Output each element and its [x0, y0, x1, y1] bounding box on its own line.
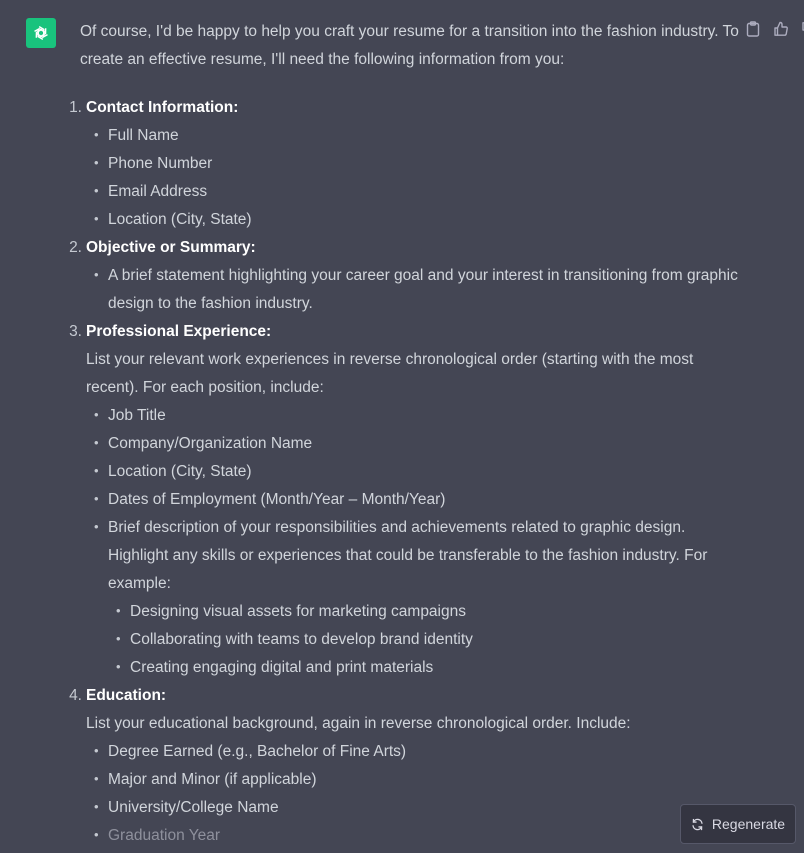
assistant-avatar	[26, 18, 56, 48]
bullet-list	[86, 262, 740, 318]
list-item: • Email Address	[108, 178, 740, 206]
sub-list-item: • Collaborating with teams to develop brand identity	[130, 626, 740, 654]
section-number: 1.	[69, 99, 82, 116]
section-title: Education:	[86, 687, 167, 704]
regenerate-label: Regenerate	[711, 816, 786, 832]
section-title: Professional Experience:	[86, 323, 272, 340]
clipboard-icon[interactable]	[744, 20, 762, 38]
message-intro: Of course, I'd be happy to help you craft your resume for a transition into the fashion industry. To create an effective resume, I'll need the following information from you:	[80, 23, 739, 68]
refresh-icon	[691, 818, 704, 831]
section-number: 3.	[69, 323, 82, 340]
list-item: • Company/Organization Name	[108, 430, 740, 458]
list-item: • Full Name	[108, 122, 740, 150]
sub-bullet-list	[108, 598, 740, 682]
sub-list-item: • Creating engaging digital and print materials	[130, 654, 740, 682]
thumbs-up-icon[interactable]	[772, 20, 790, 38]
section-contact	[69, 94, 740, 234]
section-title: Contact Information:	[86, 99, 239, 116]
bullet-list	[86, 122, 740, 234]
list-item: • Location (City, State)	[108, 206, 740, 234]
list-item: • Location (City, State)	[108, 458, 740, 486]
list-item: • Dates of Employment (Month/Year – Month/Year)	[108, 486, 740, 514]
list-item: • Phone Number	[108, 150, 740, 178]
section-title: Objective or Summary:	[86, 239, 256, 256]
list-item: • Major and Minor (if applicable)	[108, 766, 740, 794]
section-paragraph: List your relevant work experiences in reverse chronological order (starting with the most recent). For each position, include:	[86, 351, 694, 396]
list-item-text: Brief description of your responsibilities and achievements related to graphic design. Highlight any skills or experiences that could be transferable to the fashion industry. For example:	[108, 519, 708, 592]
list-item-with-examples	[108, 514, 740, 682]
regenerate-button[interactable]	[680, 804, 796, 844]
list-item: • Graduation Year	[108, 822, 740, 850]
openai-logo-icon	[30, 22, 52, 44]
sub-list-item: • Designing visual assets for marketing campaigns	[130, 598, 740, 626]
requirements-list	[69, 94, 740, 850]
section-number: 4.	[69, 687, 82, 704]
section-number: 2.	[69, 239, 82, 256]
list-item: • University/College Name	[108, 794, 740, 822]
thumbs-down-icon[interactable]	[800, 20, 804, 38]
bullet-list	[86, 738, 740, 850]
bullet-list	[86, 402, 740, 682]
section-paragraph: List your educational background, again in reverse chronological order. Include:	[86, 715, 631, 732]
list-item: • Degree Earned (e.g., Bachelor of Fine Arts)	[108, 738, 740, 766]
section-objective	[69, 234, 740, 318]
message-actions	[744, 20, 804, 38]
assistant-message	[69, 18, 740, 850]
list-item: • A brief statement highlighting your career goal and your interest in transitioning from graphic design to the fashion industry.	[108, 262, 740, 318]
section-experience	[69, 318, 740, 682]
section-education	[69, 682, 740, 850]
list-item: • Job Title	[108, 402, 740, 430]
